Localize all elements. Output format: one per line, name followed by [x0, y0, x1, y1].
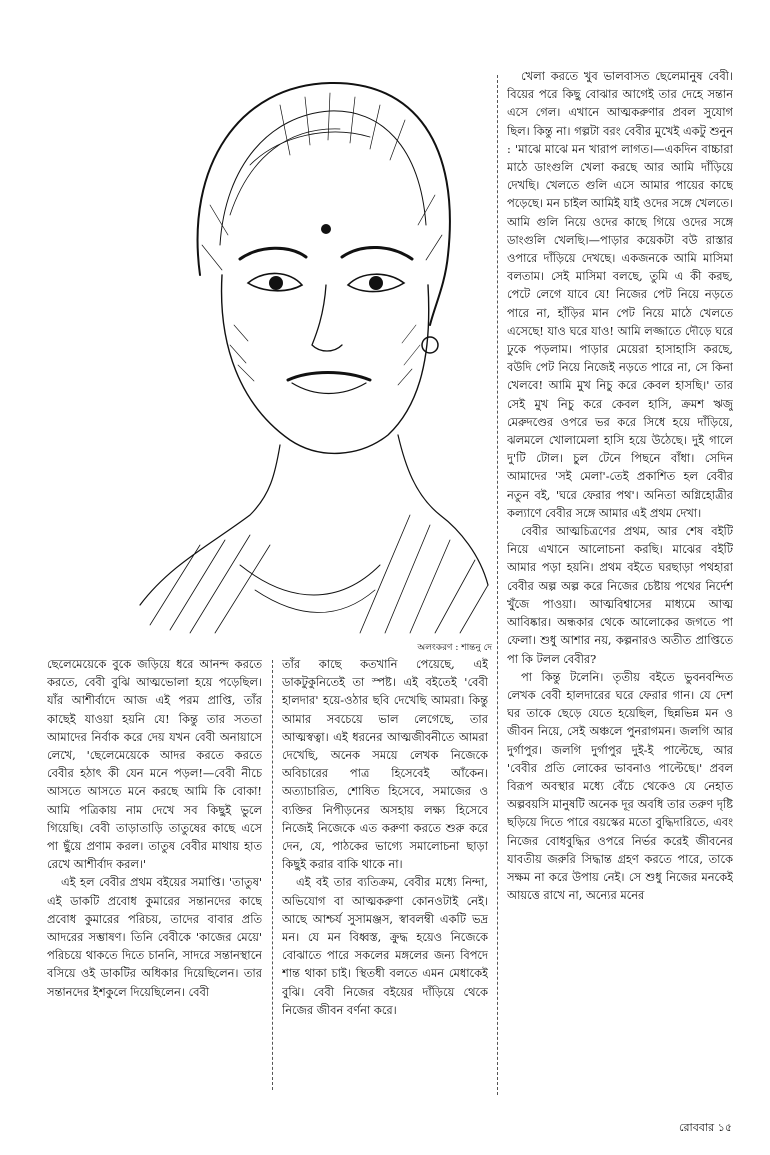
illustration-credit: অলংকরণ : শান্তনু দে [417, 643, 492, 653]
mouth [288, 373, 370, 381]
middle-paragraph-1: তাঁর কাছে কতখানি পেয়েছে, এই ডাকটুকুনিতেই তা স্পষ্ট। এই বইতেই 'বেবী হালদার' হয়ে-ওঠার ছবি দেখেছি আমরা। কিন্তু আমার সবচেয়ে ভাল লেগেছে, তার আত্মস্বত্বা। এই ধরনের আত্মজীবনীতে আমরা দেখেছি, অনেক সময়ে লেখক নিজেকে অবিচারের পাত্র হিসেবেই আঁকেন। অত্যাচারিত, শোষিত হিসেবে, সমাজের ও ব্যক্তির নিপীড়নের অসহায় লক্ষ্য হিসেবে নিজেই নিজেকে এত করুণা করতে শুরু করে দেন, যে, পাঠকের ভাগ্যে সমালোচনা ছাড়া কিছুই করার বাকি থাকে না। [282, 657, 488, 872]
bindi [321, 224, 331, 234]
left-paragraph-1: ছেলেমেয়েকে বুকে জড়িয়ে ধরে আনন্দ করতে করতে, বেবী বুঝি আত্মভোলা হয়ে পড়েছিল। যাঁর আশীর্বাদে আজ এই পরম প্রাপ্তি, তাঁর কাছেই যাওয়া হয়নি যে! কিন্তু তার সততা আমাদের নির্বাক করে দেয় যখন বেবী অনায়াসে লেখে, 'ছেলেমেয়েকে আদর করতে করতে বেবীর হঠাৎ কী যেন মনে পড়ল!—বেবী নীচে আসতে আসতে মনে করছে আমি কি বোকা! আমি পত্রিকায় নাম দেখে সব কিছুই ভুলে গিয়েছি। বেবী তাড়াতাড়ি তাতুষের কাছে এসে পা ছুঁয়ে প্রণাম করল। তাতুষ বেবীর মাথায় হাত রেখে আশীর্বাদ করল।' [47, 657, 262, 872]
column-divider-left [272, 660, 273, 1090]
right-column-text [507, 67, 733, 1097]
footer-day: রোববার [679, 1121, 715, 1134]
middle-paragraph-2: এই বই তার ব্যতিক্রম, বেবীর মধ্যে নিন্দা, অভিযোগ বা আত্মকরুণা কোনওটাই নেই। আছে আশ্চর্য সুসামঞ্জস, স্বাবলম্বী একটি ভদ্র মন। যে মন বিধ্বস্ত, ক্রুদ্ধ হয়েও নিজেকে বোঝাতে পারে সকলের মঙ্গলের জন্য বিপদে শান্ত থাকা চাই। স্থিতধী বলতে এমন মেধাকেই বুঝি। বেবী নিজের বইয়ের দাঁড়িয়ে থেকে নিজের জীবন বর্ণনা করে। [282, 875, 488, 1017]
right-paragraph-1: খেলা করতে খুব ভালবাসত ছেলেমানুষ বেবী। বিয়ের পরে কিছু বোঝার আগেই তার দেহে সন্তান এসে গেল। এখানে আত্মকরুণার প্রবল সুযোগ ছিল। কিন্তু না। গল্পটা বরং বেবীর মুখেই একটু শুনুন : 'মাঝে মাঝে মন খারাপ লাগত।—একদিন বাচ্চারা মাঠে ডাংগুলি খেলা করছে আর আমি দাঁড়িয়ে দেখছি। খেলতে গুলি এসে আমার পায়ের কাছে পড়েছে। মন চাইল আমিই যাই ওদের সঙ্গে খেলতে। আমি গুলি নিয়ে ওদের কাছে গিয়ে ওদের সঙ্গে ডাংগুলি খেলছি।—পাড়ার কয়েকটা বউ রাস্তার ওপারে দাঁড়িয়ে দেখছে। একজনকে আমি মাসিমা বলতাম। সেই মাসিমা বলছে, তুমি এ কী করছ, পেটে লেগে যাবে যে! নিজের পেট নিয়ে নড়তে পারে না, হাঁড়ির মান পেট নিয়ে মাঠে খেলতে এসেছে! যাও ঘরে যাও! আমি লজ্জাতে দৌড়ে ঘরে ঢুকে পড়লাম। পাড়ার মেয়েরা হাসাহাসি করছে, বউদি পেট নিয়ে নিজেই নড়তে পারে না, সে কিনা খেলবে! আমি মুখ নিচু করে কেবল হাসছি।' তার সেই মুখ নিচু করে কেবল হাসি, ক্রমশ ঋজু মেরুদণ্ডের ওপরে ভর করে সিধে হয়ে দাঁড়িয়ে, ঝলমলে খোলামেলা হাসি হয়ে উঠেছে। দুই গালে দু'টি টোল। চুল টেনে পিছনে বাঁধা। সেদিন আমাদের 'সই মেলা'-তেই প্রকাশিত হল বেবীর নতুন বই, 'ঘরে ফেরার পথ'। অনিতা অগ্নিহোত্রীর কল্যাণে বেবীর সঙ্গে আমার এই প্রথম দেখা। [507, 69, 733, 520]
right-paragraph-3: পা কিন্তু টলেনি। তৃতীয় বইতে ভুবনবন্দিত লেখক বেবী হালদারের ঘরে ফেরার গান। যে দেশ ঘর তাকে ছেড়ে যেতে হয়েছিল, ছিন্নভিন্ন মন ও জীবন নিয়ে, সেই অঞ্চলে পুনরাগমন। জলগি আর দুর্গাপুর। জলগি দুর্গাপুর দুই-ই পাল্টেছে, আর 'বেবীর প্রতি লোকের ভাবনাও পাল্টেছে।' প্রবল বিরূপ অবস্থার মধ্যে বেঁচে থেকেও যে নেহাত অল্পবয়সি মানুষটি অনেক দূর অবধি তার তরুণ দৃষ্টি ছড়িয়ে দিতে পারে বয়স্কের মতো বুদ্ধিদারিতে, এবং নিজের বোধবুদ্ধির ওপরে নির্ভর করেই জীবনের যাবতীয় জরুরি সিদ্ধান্ত গ্রহণ করতে পারে, তাকে সক্ষম না করে উপায় নেই। সে শুধু নিজের মনকেই আয়ত্তে রাখে না, অন্যের মনের [507, 669, 733, 903]
right-paragraph-2: বেবীর আত্মচিত্রণের প্রথম, আর শেষ বইটি নিয়ে এখানে আলোচনা করছি। মাঝের বইটি আমার পড়া হয়নি। প্রথম বইতে ঘরছাড়া পথহারা বেবীর অল্প অল্প করে নিজের চেষ্টায় পথের নির্দেশ খুঁজে পাওয়া। আত্মবিশ্বাসের মাধ্যমে আত্ম আবিষ্কার। অন্ধকার থেকে আলোকের জগতে পা ফেলা। শুধু আশার নয়, কল্পনারও অতীত প্রাপ্তিতে পা কি টলল বেবীর? [507, 524, 733, 666]
hair-outline [198, 83, 450, 325]
left-paragraph-2: এই হল বেবীর প্রথম বইয়ের সমাপ্তি। 'তাতুষ' এই ডাকটি প্রবোধ কুমারের সন্তানদের কাছে প্রবোধ কুমারের পরিচয়, তাদের বাবার প্রতি আদরের সম্ভাষণ। তিনি বেবীকে 'কাজের মেয়ে' পরিচয়ে থাকতে দিতে চাননি, সাদরে সন্তানস্থানে বসিয়ে ওই ডাকটির অধিকার দিয়েছিলেন। তার সন্তানদের ইশকুলে দিয়েছিলেন। বেবী [47, 875, 262, 999]
left-column-text [47, 655, 262, 1095]
middle-column-text [282, 655, 488, 1095]
column-divider-right [497, 75, 498, 1095]
footer-page-number: ১৫ [717, 1121, 732, 1134]
page-footer [632, 1119, 732, 1138]
face-outline [222, 275, 429, 453]
woman-portrait-illustration [130, 45, 490, 635]
